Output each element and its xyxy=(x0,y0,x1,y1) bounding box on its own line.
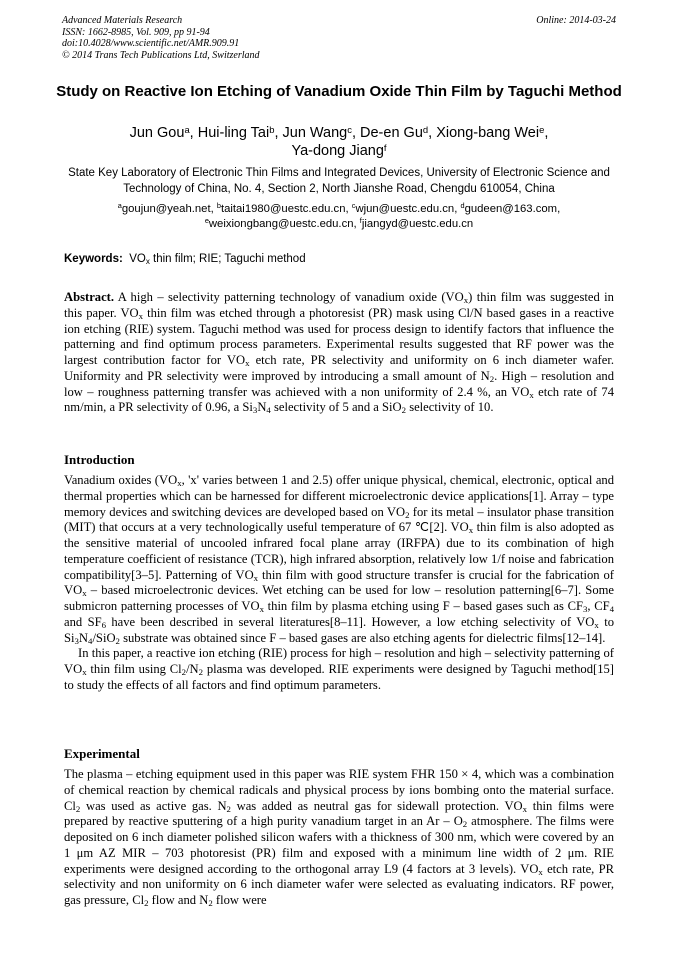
subscript: 2 xyxy=(226,803,231,814)
subscript: 2 xyxy=(181,667,187,677)
keywords xyxy=(64,253,624,265)
email-mark: f xyxy=(359,216,362,225)
author-mark: a xyxy=(184,124,190,135)
subscript: 2 xyxy=(75,803,81,814)
subscript: 2 xyxy=(115,635,120,646)
subscript: 4 xyxy=(609,604,615,614)
text: thin film was etched through a photoresist (PR) mask using Cl/N based gases in a reactive ion etching (RIE) system. Taguchi method was used for process design to identify factors that influence the patterning and find optimum process parameters. Experimental results suggested that RF power was the largest contribution factor for VO xyxy=(64,305,614,367)
subscript: x xyxy=(145,257,150,266)
text: The plasma – etching equipment used in this paper was RIE system FHR 150 × 4, which was a combination of chemical reaction by chemical radicals and physical process by ions bombing onto the material surface. Cl xyxy=(64,767,614,813)
author-name: De-en Gu xyxy=(360,125,423,141)
subscript: x xyxy=(522,803,528,814)
email-link[interactable]: taitai1980@uestc.edu.cn xyxy=(220,203,346,215)
subscript: 2 xyxy=(405,509,410,520)
keyword-text: thin film; RIE; Taguchi method xyxy=(149,253,306,265)
text: ) thin film was suggested in this paper. VO xyxy=(64,290,614,320)
subscript: x xyxy=(468,525,474,536)
subscript: 3 xyxy=(74,635,79,646)
journal-doi: doi:10.4028/www.scientific.net/AMR.909.91 xyxy=(62,38,240,50)
email-link[interactable]: gudeen@163.com xyxy=(464,203,558,215)
subscript: 2 xyxy=(401,405,407,416)
subscript: 3 xyxy=(252,405,258,416)
author-name: Jun Wang xyxy=(282,125,348,141)
text: etch rate, PR selectivity and uniformity on 6 inch diameter wafer. Uniformity and PR selectivity were improved by introducing a small amount of N xyxy=(64,353,614,383)
text: flow were xyxy=(212,893,267,907)
subscript: 4 xyxy=(88,635,93,646)
author-mark: e xyxy=(539,124,545,135)
author-mark: c xyxy=(347,124,352,135)
text: Vanadium oxides (VO xyxy=(64,473,178,487)
subscript: 6 xyxy=(101,619,106,630)
author-list: Jun Gou$^a$, Hui-ling Tai$^b$, Jun Wang$^c$, De-en Gu$^d$, Xiong-bang Wei$^e$, Ya-dong Jiang$^f$ xyxy=(129,124,549,159)
text: flow and N xyxy=(148,893,209,907)
keyword-text: VO xyxy=(129,253,146,265)
journal-header xyxy=(62,15,616,61)
affiliation: State Key Laboratory of Electronic Thin Films and Integrated Devices, University of Electronic Science and Technology of China, No. 4, Section 2, North Jianshe Road, Chengdu 610054, China xyxy=(68,167,610,195)
online-date: Online: 2014-03-24 xyxy=(536,15,616,26)
email-link[interactable]: goujun@yeah.net xyxy=(121,203,211,215)
text: was used as active gas. N xyxy=(80,798,227,813)
text: selectivity of 5 and a SiO xyxy=(270,400,402,415)
text: /N xyxy=(186,662,199,676)
abstract-label: Abstract. xyxy=(64,290,115,304)
subscript: x xyxy=(538,866,543,877)
subscript: 2 xyxy=(144,898,149,908)
subscript: 2 xyxy=(198,667,204,677)
author-name: Jun Gou xyxy=(129,125,185,141)
email-mark: b xyxy=(216,201,221,210)
subscript: 2 xyxy=(208,898,213,908)
email-mark: d xyxy=(460,201,465,210)
text: , 'x' varies between 1 and 2.5) offer unique physical, chemical, electronic, optical and thermal properties which can be harnessed for different microelectronic device applications[1]. Array – type memory devices and switching devices are developed based on VO xyxy=(64,473,615,519)
paper-title: Study on Reactive Ion Etching of Vanadium Oxide Thin Film by Taguchi Method xyxy=(56,83,622,100)
text: . High – resolution and low – roughness patterning transfer was achieved with a non uniformity of 2.4 %, an VO xyxy=(64,368,615,399)
journal-copyright: © 2014 Trans Tech Publications Ltd, Switzerland xyxy=(62,49,260,61)
subscript: x xyxy=(463,295,469,305)
abstract xyxy=(64,290,614,416)
author-mark: b xyxy=(269,124,275,135)
email-link[interactable]: weixiongbang@uestc.edu.cn xyxy=(208,218,354,230)
text: A high – selectivity patterning technology of vanadium oxide (VO xyxy=(114,290,464,304)
author-name: Hui-ling Tai xyxy=(197,125,270,141)
text: thin film using Cl xyxy=(86,662,182,676)
text: was added as neutral gas for sidewall protection. VO xyxy=(230,798,523,813)
author-name: Xiong-bang Wei xyxy=(436,125,540,141)
section-heading-experimental: Experimental xyxy=(64,746,140,761)
text: etch rate of 74 nm/min, a PR selectivity of 0.96, a Si xyxy=(64,384,614,415)
subscript: 4 xyxy=(266,405,271,416)
text: have been described in several literatures[8–11]. However, a low etching selectivity of VO xyxy=(105,614,595,629)
text: – based microelectronic devices. Wet etching can be used for low – resolution patterning[6–7]. Some submicron patterning processes of VO xyxy=(64,583,614,613)
email-mark: c xyxy=(351,201,356,210)
text: for its metal – insulator phase transition (MIT) that occurs at a very technologically useful temperature of 67 ℃[2]. VO xyxy=(64,504,615,535)
text: etch rate, PR selectivity and non uniformity on 6 inch diameter wafer were selected as evaluating indicators. RF power, gas pressure, Cl xyxy=(64,861,614,907)
text: thin films were prepared by reactive sputtering of a high purity vanadium target in an Ar – O xyxy=(64,798,614,829)
subscript: x xyxy=(529,389,534,400)
email-list: $^a$goujun@yeah.net, $^b$taitai1980@uestc.edu.cn, $^c$wjun@uestc.edu.cn, $^d$gudeen@163.com, $^e$weixiongbang@uestc.edu.cn, $^f$jiangyd@uestc.edu.cn xyxy=(117,201,561,230)
subscript: 2 xyxy=(462,819,468,830)
keywords-label: Keywords: xyxy=(64,253,123,265)
subscript: x xyxy=(138,310,144,321)
text: and SF xyxy=(64,614,102,629)
email-mark: a xyxy=(117,201,122,210)
introduction-text xyxy=(64,473,614,694)
author-mark: d xyxy=(422,124,429,135)
text: substrate was obtained since F – based gases are also etching agents for dielectric films[12–14]. xyxy=(119,630,606,645)
text: thin film is also adopted as the sensitive material of uncooled infrared focal plane array (IRFPA) due to its combination of high temperature coefficient of resistance (TCR), high infrared absorption, relatively low 1/f noise and fabrication compatibility[3–5]. Patterning of VO xyxy=(64,520,614,582)
email-mark: e xyxy=(204,216,209,225)
text: to Si xyxy=(64,614,614,645)
email-link[interactable]: wjun@uestc.edu.cn xyxy=(355,203,455,215)
text: In this paper, a reactive ion etching (RIE) process for high – resolution and high – selectivity patterning of VO xyxy=(64,646,614,676)
text: N xyxy=(257,400,267,415)
subscript: 2 xyxy=(489,373,495,384)
text: thin film with good structure transfer is crucial for the fabrication of VO xyxy=(64,567,614,598)
text: thin film by plasma etching using F – based gases such as CF xyxy=(263,599,583,613)
subscript: x xyxy=(177,478,182,488)
subscript: x xyxy=(82,588,87,599)
text: plasma was developed. RIE experiments were designed by Taguchi method[15] to study the effects of all factors and find optimum parameters. xyxy=(64,662,614,692)
subscript: x xyxy=(594,619,599,630)
text: , CF xyxy=(587,599,610,613)
journal-issn: ISSN: 1662-8985, Vol. 909, pp 91-94 xyxy=(62,26,210,38)
text: selectivity of 10. xyxy=(406,400,494,415)
subscript: x xyxy=(245,358,250,368)
subscript: 3 xyxy=(582,604,588,614)
subscript: x xyxy=(253,572,259,583)
author-mark: f xyxy=(383,142,387,153)
subscript: x xyxy=(82,667,87,677)
text: N xyxy=(78,630,89,645)
subscript: x xyxy=(259,604,264,614)
experimental-text xyxy=(64,767,614,909)
email-link[interactable]: jiangyd@uestc.edu.cn xyxy=(361,218,474,230)
text: /SiO xyxy=(92,630,116,645)
journal-name: Advanced Materials Research xyxy=(62,15,183,26)
text: atmosphere. The films were deposited on 6 inch diameter polished silicon wafers with a thickness of 300 nm, which were covered by an 1 μm AZ MIR – 703 photoresist (PR) film and exposed with a minimum line width of 2 μm. RIE experiments were designed according to the orthogonal array L9 (4 factors at 3 levels). VO xyxy=(64,814,614,876)
section-heading-introduction: Introduction xyxy=(64,452,135,467)
author-name: Ya-dong Jiang xyxy=(291,143,384,159)
